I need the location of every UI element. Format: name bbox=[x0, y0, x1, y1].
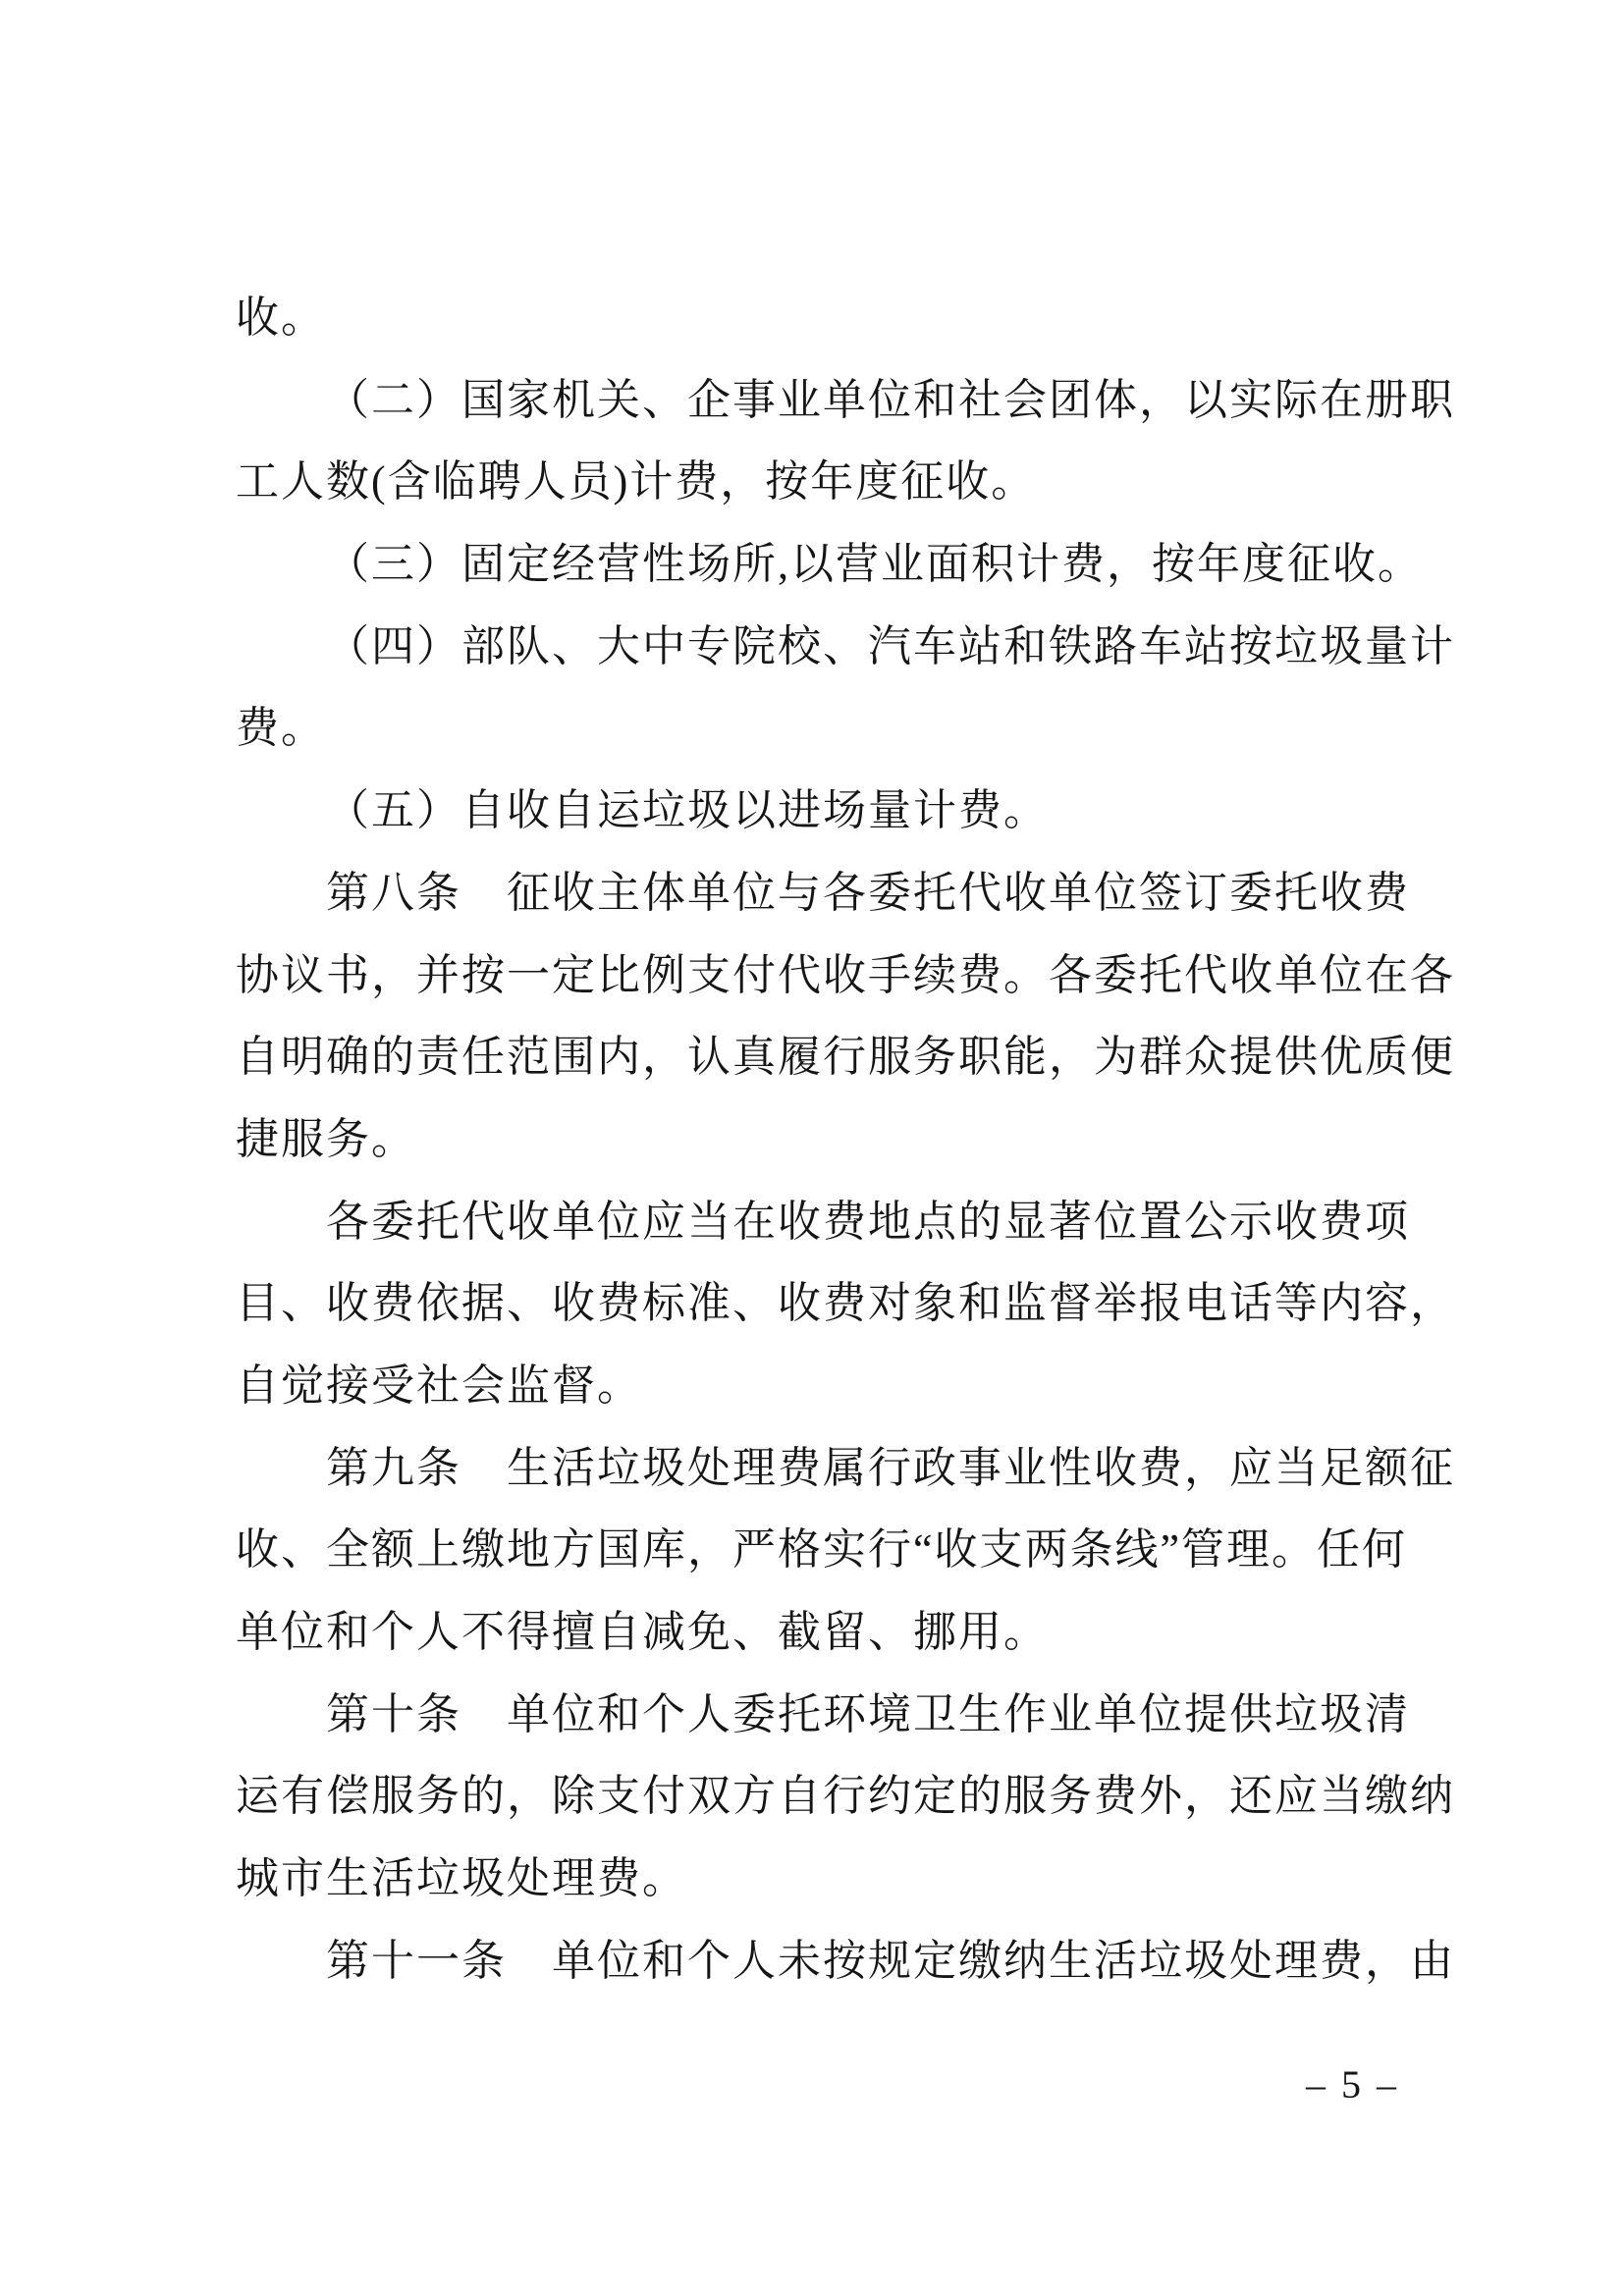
text-line: （五）自收自运垃圾以进场量计费。 bbox=[326, 786, 1049, 835]
text-line: 运有偿服务的，除支付双方自行约定的服务费外，还应当缴纳 bbox=[236, 1772, 1455, 1821]
text-line: （四）部队、大中专院校、汽车站和铁路车站按垃圾量计 bbox=[326, 621, 1455, 670]
document-body bbox=[236, 277, 1473, 2002]
text-line: 第九条 生活垃圾处理费属行政事业性收费，应当足额征 bbox=[326, 1443, 1455, 1492]
text-line: （二）国家机关、企事业单位和社会团体，以实际在册职 bbox=[326, 375, 1455, 424]
text-line: 第十一条 单位和个人未按规定缴纳生活垃圾处理费，由 bbox=[326, 1936, 1455, 1985]
text-line: 收、全额上缴地方国库，严格实行“收支两条线”管理。任何 bbox=[236, 1525, 1408, 1575]
text-line: （三）固定经营性场所,以营业面积计费，按年度征收。 bbox=[326, 540, 1423, 589]
text-line: 自明确的责任范围内，认真履行服务职能，为群众提供优质便 bbox=[236, 1033, 1455, 1082]
text-line: 城市生活垃圾处理费。 bbox=[236, 1854, 687, 1903]
text-line: 捷服务。 bbox=[236, 1114, 416, 1163]
text-line: 费。 bbox=[236, 704, 326, 753]
text-line: 各委托代收单位应当在收费地点的显著位置公示收费项 bbox=[326, 1197, 1410, 1246]
page-number: – 5 – bbox=[1306, 2062, 1399, 2107]
text-line: 协议书，并按一定比例支付代收手续费。各委托代收单位在各 bbox=[236, 950, 1455, 999]
text-line: 单位和个人不得擅自减免、截留、挪用。 bbox=[236, 1608, 1049, 1656]
text-line: 工人数(含临聘人员)计费，按年度征收。 bbox=[236, 457, 1037, 507]
text-line: 目、收费依据、收费标准、收费对象和监督举报电话等内容， bbox=[236, 1279, 1455, 1328]
text-line: 收。 bbox=[236, 294, 326, 342]
text-line: 第八条 征收主体单位与各委托代收单位签订委托收费 bbox=[326, 868, 1410, 917]
text-line: 第十条 单位和个人委托环境卫生作业单位提供垃圾清 bbox=[326, 1689, 1410, 1738]
text-line: 自觉接受社会监督。 bbox=[236, 1361, 642, 1410]
